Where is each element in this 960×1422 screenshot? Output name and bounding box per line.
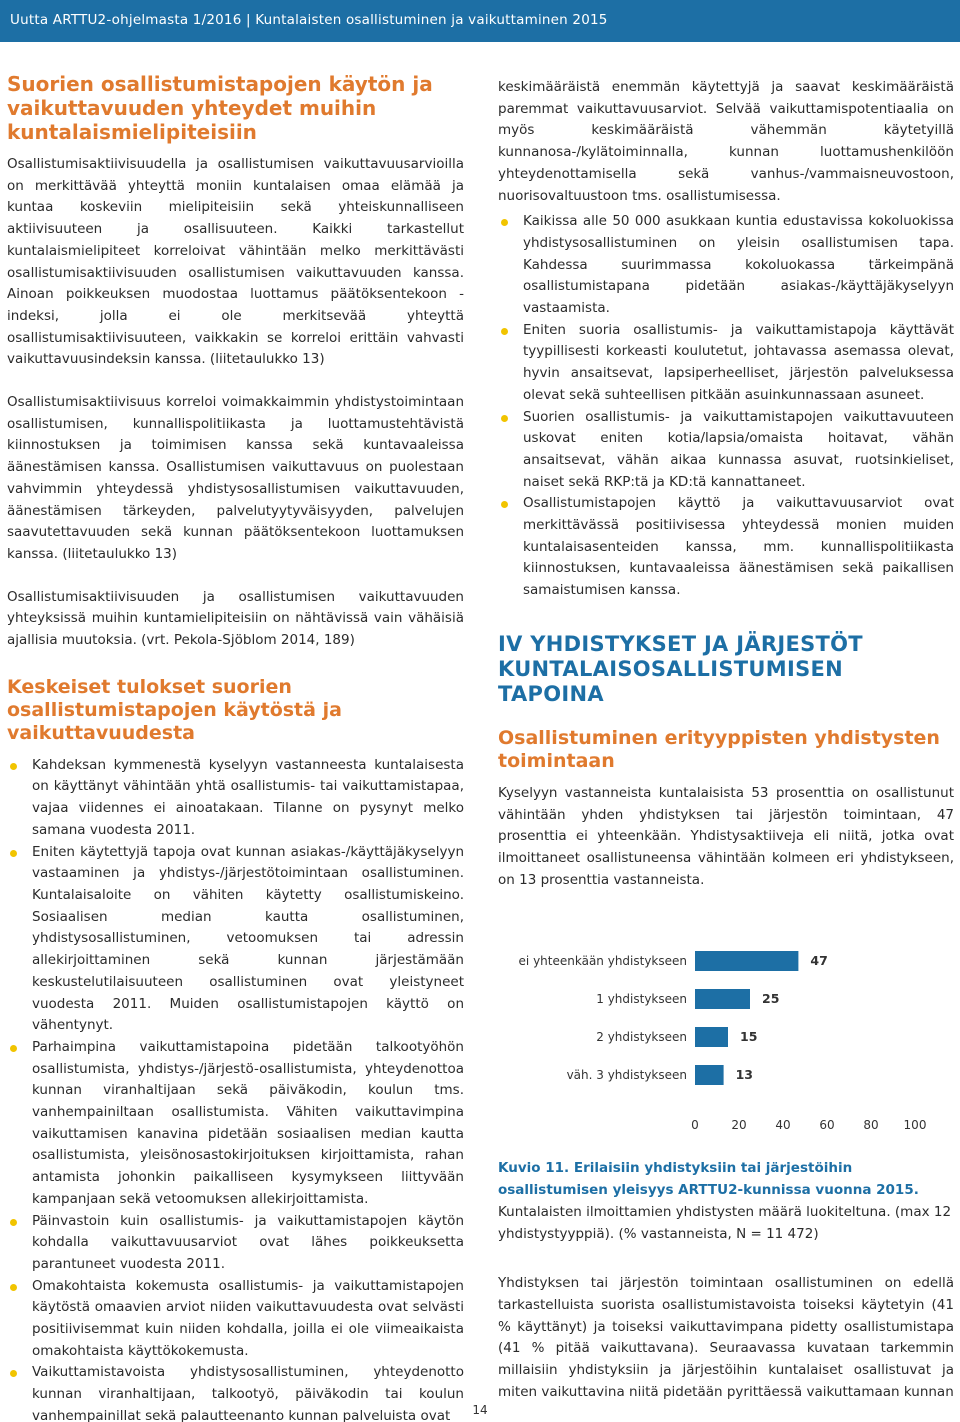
header-bar <box>0 0 960 42</box>
bar <box>695 1065 724 1085</box>
data-label: 15 <box>740 1029 758 1045</box>
paragraph: Osallistumisaktiivisuuden ja osallistumisen vaikuttavuuden yhteyksissä muihin kuntamielipiteisiin on nähtävissä vain vähäisiä ajallisia muutoksia. (vrt. Pekola-Sjöblom 2014, 189) <box>7 588 464 649</box>
bullet-dot-icon <box>10 763 17 770</box>
paragraph: Osallistumisaktiivisuudella ja osallistumisen vaikuttavuusarvioilla on merkittävää yhteyttä moniin kuntalaisen omaa elämää ja kuntaa koskeviin mielipiteisiin sekä yhteiskunnalliseen aktiivisuuteen ja osallisuuteen. Kaikki tarkastellut kuntalaismielipiteet korreloivat vähintään melko merkittävästi osallistumisaktiivisuuden osallistumisen vaikuttavuuden kanssa. Ainoan poikkeuksen muodostaa luottamus päätöksentekoon -indeksi, jolla ei ole merkitsevää yhteyttä osallistumisaktiivisuuteen, vaikkakin se korreloi erittäin vahvasti vaikuttavuusindeksin kanssa. (liitetaulukko 13) <box>7 156 464 368</box>
data-label: 47 <box>810 953 828 969</box>
category-label: 1 yhdistykseen <box>596 992 687 1007</box>
bar-chart <box>498 931 954 1146</box>
association-participation-chart <box>498 931 954 1146</box>
bullet-dot-icon <box>501 219 508 226</box>
chapter-heading: IV YHDISTYKSET JA JÄRJESTÖT KUNTALAISOSALLISTUMISEN TAPOINA <box>498 631 863 706</box>
x-tick-label: 60 <box>819 1118 835 1133</box>
subsection-heading: Osallistuminen erityyppisten yhdistysten toimintaan <box>498 726 940 772</box>
figure-caption-title: Kuvio 11. Erilaisiin yhdistyksiin tai järjestöihin osallistumisen yleisyys ARTTU2-kunnissa vuonna 2015. <box>498 1160 919 1199</box>
list-item: Osallistumistapojen käyttö ja vaikuttavuusarviot ovat merkittävässä positiivisessa yhteydessä monien muiden kuntalaisasenteiden kanssa, mm. kunnallispolitiikasta kiinnostuksen, kuntavaaleissa äänestämisen sekä paikallisen samaistumisen kanssa. <box>498 493 954 602</box>
bullet-dot-icon <box>10 1045 17 1052</box>
category-label: ei yhteenkään yhdistykseen <box>518 954 687 969</box>
list-item: Eniten suoria osallistumis- ja vaikuttamistapoja käyttävät tyypillisesti korkeasti koulutetut, johtavassa asemassa olevat, hyvin ansaitsevat, lapsiperheelliset, järjestön palveluksessa olevat sekä suhteellisen pitkään asuinkunnassaan asuneet. <box>498 320 954 407</box>
list-item: Eniten käytettyjä tapoja ovat kunnan asiakas-/käyttäjäkyselyyn vastaaminen ja yhdistys-/järjestötoimintaan osallistuminen. Kuntalaisaloite on vähiten käytetty osallistumiskeino. Sosiaalisen median kautta osallistuminen, yhdistysosallistuminen, vetoomuksen tai adressin allekirjoittaminen sekä kunnan järjestämään keskustelutilaisuuteen osallistuminen ovat yleistyneet vuodesta 2011. Muiden osallistumistapojen käyttö on vähentynyt. <box>7 842 464 1037</box>
list-item: Kahdeksan kymmenestä kyselyyn vastanneesta kuntalaisesta on käyttänyt vähintään yhtä osallistumis- tai vaikuttamistapaa, vajaa viidennes ei ainoatakaan. Tilanne on pysynyt melko samana vuodesta 2011. <box>7 755 464 842</box>
right-column <box>498 77 954 1417</box>
bullet-dot-icon <box>10 1219 17 1226</box>
data-label: 25 <box>762 991 780 1007</box>
x-tick-label: 40 <box>775 1118 791 1133</box>
list-item: Kaikissa alle 50 000 asukkaan kuntia edustavissa kokoluokissa yhdistysosallistuminen on yleisin osallistumisen tapa. Kahdessa suurimmassa kokoluokassa tärkeimpänä osallistumistapana pidetään asiakas-/käyttäjäkyselyyn vastaamista. <box>498 211 954 320</box>
paragraph: Osallistumisaktiivisuus korreloi voimakkaimmin yhdistystoimintaan osallistumisen, kunnallispolitiikasta ja luottamustehtävistä kiinnostuksen ja toimimisen kanssa sekä kuntavaaleissa äänestämisen kanssa. Osallistumisen vaikuttavuus on puolestaan vahvimmin yhteydessä yhdistysosallistumisen vaikuttavuuden, äänestämisen tärkeyden, palvelutyytyväisyyden, palvelujen saavutettavuuden sekä kunnan päätöksentekoon luottamuksen kanssa. (liitetaulukko 13) <box>7 394 464 562</box>
key-results-list-continued <box>498 211 954 602</box>
figure-caption-text: Kuntalaisten ilmoittamien yhdistysten määrä luokiteltuna. (max 12 yhdistystyyppiä). (% vastanneista, N = 11 472) <box>498 1203 952 1242</box>
x-tick-label: 0 <box>691 1118 699 1133</box>
data-label: 13 <box>735 1067 754 1083</box>
paragraph: Kyselyyn vastanneista kuntalaisista 53 prosenttia on osallistunut vähintään yhden yhdistyksen tai järjestön toimintaan, 47 prosenttia ei yhteenkään. Yhdistysaktiiveja eli niitä, jotka ovat ilmoittaneet osallistuneensa vähintään kolmeen eri yhdistykseen, on 13 prosenttia vastanneista. <box>498 784 954 888</box>
x-tick-label: 20 <box>731 1118 747 1133</box>
list-item: Päinvastoin kuin osallistumis- ja vaikuttamistapojen käytön kohdalla vaikuttavuusarviot ovat lähes poikkeuksetta parantuneet vuodesta 2011. <box>7 1211 464 1276</box>
bullet-dot-icon <box>10 850 17 857</box>
list-item: Vaikuttamistavoista yhdistysosallistuminen, yhteydenotto kunnan viranhaltijaan, talkootyö, päiväkodin tai koulun vanhempainillat sekä palautteenanto kunnan palveluista ovat <box>7 1362 464 1422</box>
key-results-list <box>7 755 464 1422</box>
list-item: Suorien osallistumis- ja vaikuttamistapojen vaikuttavuuteen uskovat eniten kotia/lapsia/omaista hoitavat, vähän ansaitsevat, vähän aikaa kunnassa asuvat, ruotsinkieliset, naiset sekä RKP:tä ja KD:tä kannattaneet. <box>498 407 954 494</box>
bullet-dot-icon <box>10 1370 17 1377</box>
bar <box>695 989 750 1009</box>
paragraph: Yhdistyksen tai järjestön toimintaan osallistuminen on edellä tarkastelluista suorista osallistumistavoista toiseksi käytetyin (41 % käyttänyt) ja toiseksi vaikuttavimpana pidetty osallistumistapa (41 % pitää vaikuttavana). Seuraavassa kuvataan tarkemmin millaisiin yhdistyksiin ja järjestöihin kuntalaiset osallistuvat ja miten vaikuttavina niitä pidetään pyrittäessä vaikuttamaan kunnan <box>498 1275 954 1400</box>
left-column <box>7 72 464 1422</box>
bar <box>695 951 798 971</box>
bullet-dot-icon <box>501 501 508 508</box>
x-tick-label: 80 <box>863 1118 879 1133</box>
list-item: Omakohtaista kokemusta osallistumis- ja vaikuttamistapojen käytöstä omaavien arviot niiden vaikuttavuudesta ovat selvästi positiivisemmat kuin niiden kohdalla, joilla ei ole viimeaikaista omakohtaista käyttökokemusta. <box>7 1276 464 1363</box>
running-header: Uutta ARTTU2-ohjelmasta 1/2016 | Kuntalaisten osallistuminen ja vaikuttaminen 2015 <box>10 12 608 28</box>
paragraph: keskimääräistä enemmän käytettyjä ja saavat keskimääräistä paremmat vaikuttavuusarviot. Selvää vaikuttamispotentiaalia on myös keskimääräistä vähemmän käytetyillä kunnanosa-/kylätoiminnalla, kunnan luottamushenkilöön yhteydenottamisella sekä vanhus-/vammaisneuvostoon, nuorisovaltuustoon tms. osallistumisessa. <box>498 79 954 204</box>
section-heading: Suorien osallistumistapojen käytön ja vaikuttavuuden yhteydet muihin kuntalaismielipiteisiin <box>7 72 433 144</box>
page-number: 14 <box>472 1403 488 1417</box>
bar <box>695 1027 728 1047</box>
bullet-dot-icon <box>501 328 508 335</box>
category-label: 2 yhdistykseen <box>596 1030 687 1045</box>
bullet-dot-icon <box>501 415 508 422</box>
key-results-heading: Keskeiset tulokset suorien osallistumistapojen käytöstä ja vaikuttavuudesta <box>7 675 342 744</box>
list-item: Parhaimpina vaikuttamistapoina pidetään talkootyöhön osallistumista, yhdistys-/järjestö-osallistumista, yhteydenottoa kunnan viranhaltijaan sekä päiväkodin, koulun tms. vanhempainiltaan osallistumista. Vähiten vaikuttavimpina vaikuttamisen kanavina pidetään sosiaalisen median kautta osallistumista, yleisönosastokirjoituksen kirjoittamista, rahan antamista johonkin paikalliseen kysymykseen liittyvään kampanjaan sekä vetoomuksen allekirjoittamista. <box>7 1037 464 1211</box>
category-label: väh. 3 yhdistykseen <box>566 1068 687 1083</box>
figure-caption <box>498 1158 954 1245</box>
bullet-dot-icon <box>10 1284 17 1291</box>
x-tick-label: 100 <box>903 1118 927 1133</box>
